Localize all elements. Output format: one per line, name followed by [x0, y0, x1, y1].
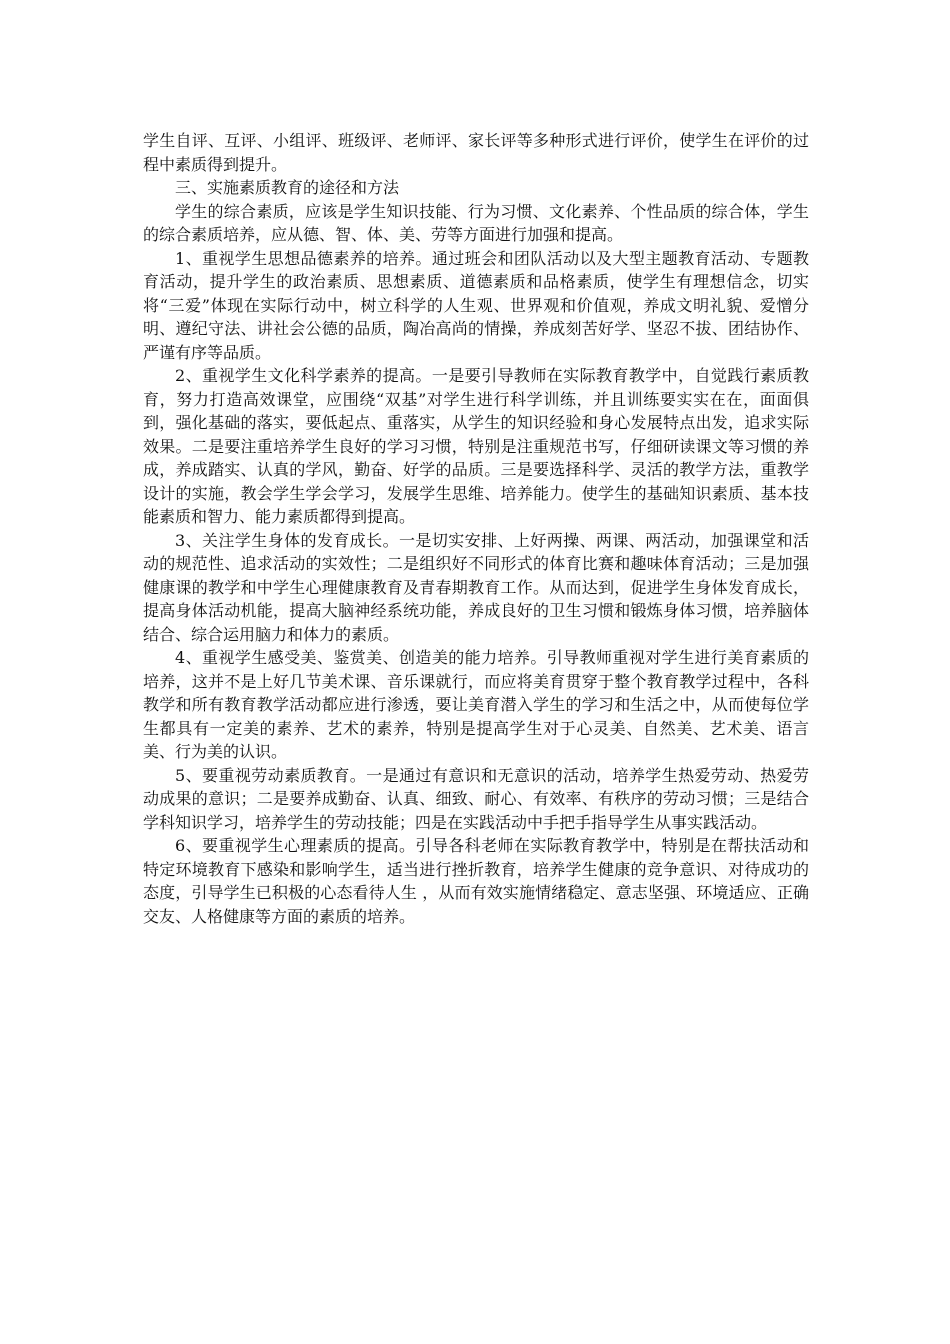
paragraph-item-4: 4、重视学生感受美、鉴赏美、创造美的能力培养。引导教师重视对学生进行美育素质的培养，这并不是上好几节美术课、音乐课就行，而应将美育贯穿于整个教育教学过程中，各科教学和所有教育教学活动都应进行渗透，要让美育潜入学生的学习和生活之中，从而使每位学生都具有一定美的素养、艺术的素养，特别是提高学生对于心灵美、自然美、艺术美、语言美、行为美的认识。 [143, 648, 809, 761]
paragraph-item-5: 5、要重视劳动素质教育。一是通过有意识和无意识的活动，培养学生热爱劳动、热爱劳动成果的意识；二是要养成勤奋、认真、细致、耐心、有效率、有秩序的劳动习惯；三是结合学科知识学习，培养学生的劳动技能；四是在实践活动中手把手指导学生从事实践活动。 [143, 765, 809, 832]
paragraph-item-1: 1、重视学生思想品德素养的培养。通过班会和团队活动以及大型主题教育活动、专题教育活动，提升学生的政治素质、思想素质、道德素质和品格素质，使学生有理想信念，切实将“三爱”体现在实际行动中，树立科学的人生观、世界观和价值观，养成文明礼貌、爱憎分明、遵纪守法、讲社会公德的品质，陶冶高尚的情操，养成刻苦好学、坚忍不拔、团结协作、严谨有序等品质。 [143, 248, 809, 362]
paragraph-item-2: 2、重视学生文化科学素养的提高。一是要引导教师在实际教育教学中，自觉践行素质教育，努力打造高效课堂，应围绕“双基”对学生进行科学训练，并且训练要实实在在，面面俱到，强化基础的落实，要低起点、重落实，从学生的知识经验和身心发展特点出发，追求实际效果。二是要注重培养学生良好的学习习惯，特别是注重规范书写，仔细研读课文等习惯的养成，养成踏实、认真的学风，勤奋、好学的品质。三是要选择科学、灵活的教学方法，重教学设计的实施，教会学生学会学习，发展学生思维、培养能力。使学生的基础知识素质、基本技能素质和智力、能力素质都得到提高。 [143, 366, 809, 526]
paragraph-continuation: 学生自评、互评、小组评、班级评、老师评、家长评等多种形式进行评价，使学生在评价的过程中素质得到提升。 [143, 131, 809, 174]
document-body [143, 129, 809, 928]
paragraph-item-3: 3、关注学生身体的发育成长。一是切实安排、上好两操、两课、两活动，加强课堂和活动的规范性、追求活动的实效性；二是组织好不同形式的体育比赛和趣味体育活动；三是加强健康课的教学和中学生心理健康教育及青春期教育工作。从而达到，促进学生身体发育成长，提高身体活动机能，提高大脑神经系统功能，养成良好的卫生习惯和锻炼身体习惯，培养脑体结合、综合运用脑力和体力的素质。 [143, 530, 809, 644]
paragraph-item-6: 6、要重视学生心理素质的提高。引导各科老师在实际教育教学中，特别是在帮扶活动和特定环境教育下感染和影响学生，适当进行挫折教育，培养学生健康的竞争意识、对待成功的态度，引导学生已积极的心态看待人生 ，从而有效实施情绪稳定、意志坚强、环境适应、正确交友、人格健康等方面的素质的培养。 [143, 836, 809, 926]
paragraph-intro: 学生的综合素质，应该是学生知识技能、行为习惯、文化素养、个性品质的综合体，学生的综合素质培养，应从德、智、体、美、劳等方面进行加强和提高。 [143, 201, 809, 244]
section-heading: 三、实施素质教育的途径和方法 [175, 178, 400, 197]
